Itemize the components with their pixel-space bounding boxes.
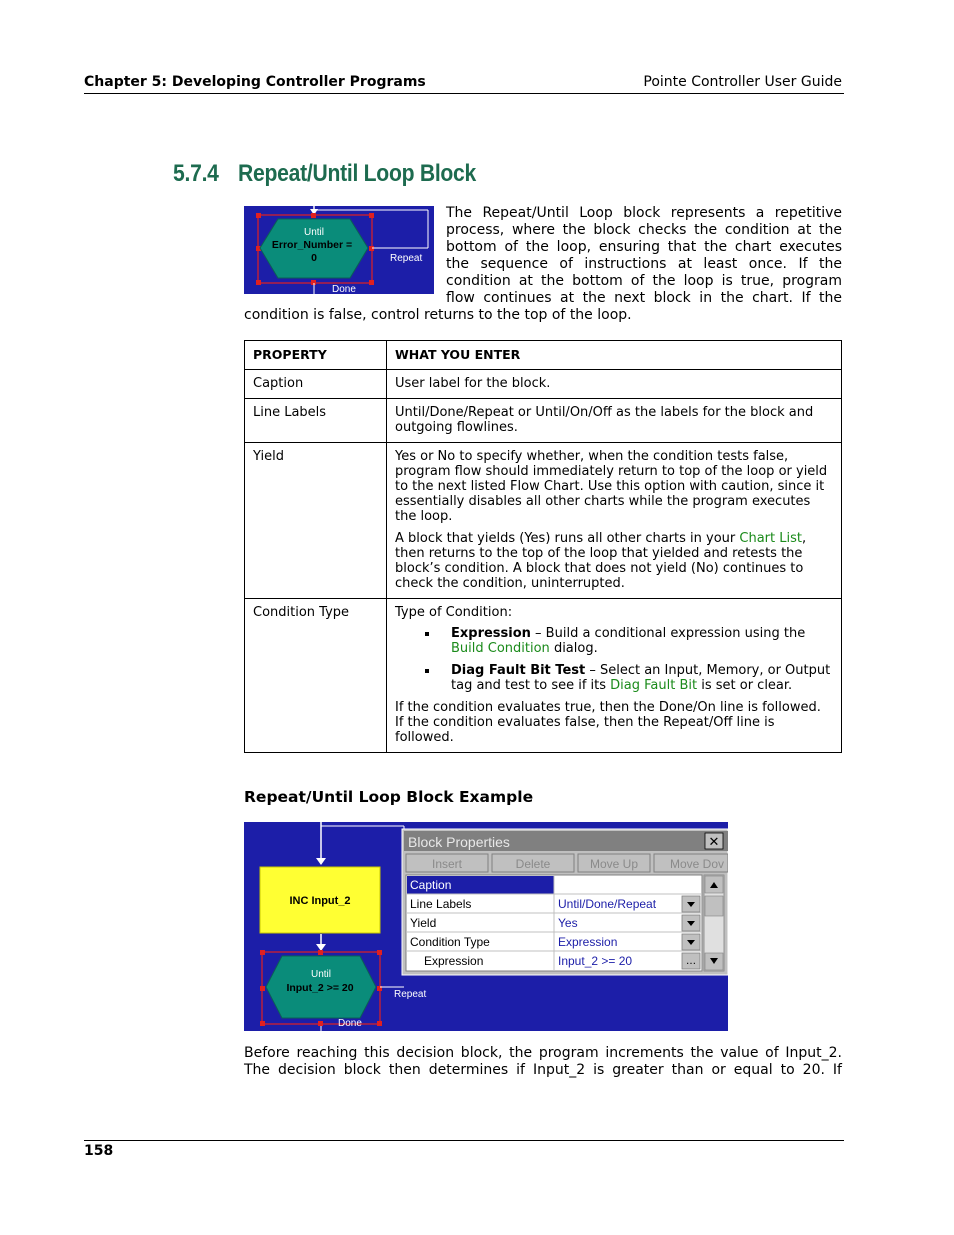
condition-type-list <box>395 626 833 693</box>
property-value: Yes <box>558 916 578 930</box>
scroll-thumb[interactable] <box>705 896 723 916</box>
property-label: Expression <box>424 954 484 968</box>
delete-button[interactable] <box>492 854 574 872</box>
example-until-label: Until <box>310 969 332 980</box>
table-header-property: PROPERTY <box>245 341 387 370</box>
intro-paragraph <box>244 205 842 324</box>
property-value: Input_2 >= 20 <box>558 954 633 968</box>
move-down-button[interactable] <box>654 854 728 872</box>
move-up-button[interactable] <box>578 854 650 872</box>
figure-done-label: Done <box>332 284 356 294</box>
running-header-guide: Pointe Controller User Guide <box>643 74 842 90</box>
inc-block-label: INC Input_2 <box>289 895 351 907</box>
chart-list-link[interactable]: Chart List <box>739 531 802 546</box>
ellipsis-icon: … <box>686 956 696 967</box>
property-grid-scrollbar[interactable] <box>704 875 724 971</box>
table-cell-property: Caption <box>245 370 387 399</box>
example-screenshot <box>244 822 728 1031</box>
delete-button-label: Delete <box>515 857 551 871</box>
yield-text-end: , then returns to the top of the loop that yielded and retests the block’s condition. A block that does not yield (No) continues to check the condition, uninterrupted. <box>395 531 807 591</box>
insert-button[interactable] <box>406 854 488 872</box>
bullet-text-end: dialog. <box>549 641 598 656</box>
bullet-text: – Select an Input, Memory, or Output tag and test to see if its <box>451 663 831 693</box>
table-header-what-you-enter: WHAT YOU ENTER <box>387 341 842 370</box>
block-properties-dialog <box>402 829 728 975</box>
bullet-icon <box>425 669 429 673</box>
figure-condition-line1: Error_Number = <box>271 239 353 251</box>
property-label: Condition Type <box>410 935 490 949</box>
intro-text: The Repeat/Until Loop block represents a repetitive process, where the block checks the condition at the bottom of the loop, ensuring that the chart executes the sequence of instructions at least once. If the condition at the bottom of the loop is true, program flow continues at the next block in the chart. If the condition is false, control returns to the top of the loop. <box>244 205 842 323</box>
property-value: Expression <box>558 935 618 949</box>
example-condition-label: Input_2 >= 20 <box>286 982 354 994</box>
table-row <box>245 399 842 443</box>
table-cell-description <box>387 599 842 753</box>
section-title: Repeat/Until Loop Block <box>238 160 477 187</box>
dialog-title: Block Properties <box>408 834 510 850</box>
example-repeat-label: Repeat <box>394 989 427 1000</box>
yield-text: A block that yields (Yes) runs all other charts in your <box>395 531 740 546</box>
property-label: Caption <box>410 878 452 892</box>
condition-outcome-paragraph: If the condition evaluates true, then the Done/On line is followed. If the condition evaluates false, then the Repeat/Off line is followed. <box>395 700 821 745</box>
section-number: 5.7.4 <box>173 160 219 187</box>
insert-button-label: Insert <box>431 857 463 871</box>
condition-intro: Type of Condition: <box>395 605 513 620</box>
bullet-icon <box>425 632 429 636</box>
table-cell-description <box>387 443 842 599</box>
property-label: Yield <box>410 916 437 930</box>
close-icon: ✕ <box>708 835 720 850</box>
example-done-label: Done <box>338 1018 362 1029</box>
page-number: 158 <box>84 1143 114 1159</box>
table-cell-description: Until/Done/Repeat or Until/On/Off as the labels for the block and outgoing flowlines. <box>387 399 842 443</box>
table-row <box>245 443 842 599</box>
diag-fault-bit-link[interactable]: Diag Fault Bit <box>610 678 698 693</box>
move-down-button-label: Move Dov <box>670 857 725 871</box>
property-value: Until/Done/Repeat <box>558 897 657 911</box>
property-row-caption[interactable] <box>410 878 451 892</box>
move-up-button-label: Move Up <box>589 857 639 871</box>
table-header-row <box>245 341 842 370</box>
running-header-chapter: Chapter 5: Developing Controller Programs <box>84 74 426 90</box>
example-heading: Repeat/Until Loop Block Example <box>244 788 534 806</box>
repeat-until-block-figure <box>244 206 434 294</box>
footer-rule <box>84 1140 844 1141</box>
table-cell-property: Condition Type <box>245 599 387 753</box>
property-label: Line Labels <box>410 897 472 911</box>
table-row <box>245 370 842 399</box>
dialog-close-button[interactable] <box>705 833 723 850</box>
table-row <box>245 599 842 753</box>
bullet-text: – Build a conditional expression using the <box>530 626 806 641</box>
yield-paragraph-2 <box>395 531 833 591</box>
yield-paragraph-1: Yes or No to specify whether, when the condition tests false, program flow should immediately return to top of the loop or yield to the next listed Flow Chart. Use this option with caution, since it essentially disables all other charts while the program executes the loop. <box>395 449 828 524</box>
properties-table <box>244 340 842 753</box>
figure-repeat-label: Repeat <box>390 253 423 264</box>
header-rule <box>84 93 844 94</box>
table-cell-property: Yield <box>245 443 387 599</box>
bullet-text-end: is set or clear. <box>697 678 793 693</box>
figure-until-label: Until <box>303 227 325 238</box>
example-explanation: Before reaching this decision block, the program increments the value of Input_2. The decision block then determines if Input_2 is greater than or equal to 20. If <box>244 1045 842 1078</box>
bullet-term: Diag Fault Bit Test <box>451 663 586 678</box>
table-cell-property: Line Labels <box>245 399 387 443</box>
build-condition-link[interactable]: Build Condition <box>451 641 550 656</box>
bullet-term: Expression <box>451 626 531 641</box>
list-item <box>395 663 833 693</box>
list-item <box>395 626 833 656</box>
section-heading <box>173 160 476 188</box>
figure-condition-line2: 0 <box>311 252 317 264</box>
table-cell-description: User label for the block. <box>387 370 842 399</box>
